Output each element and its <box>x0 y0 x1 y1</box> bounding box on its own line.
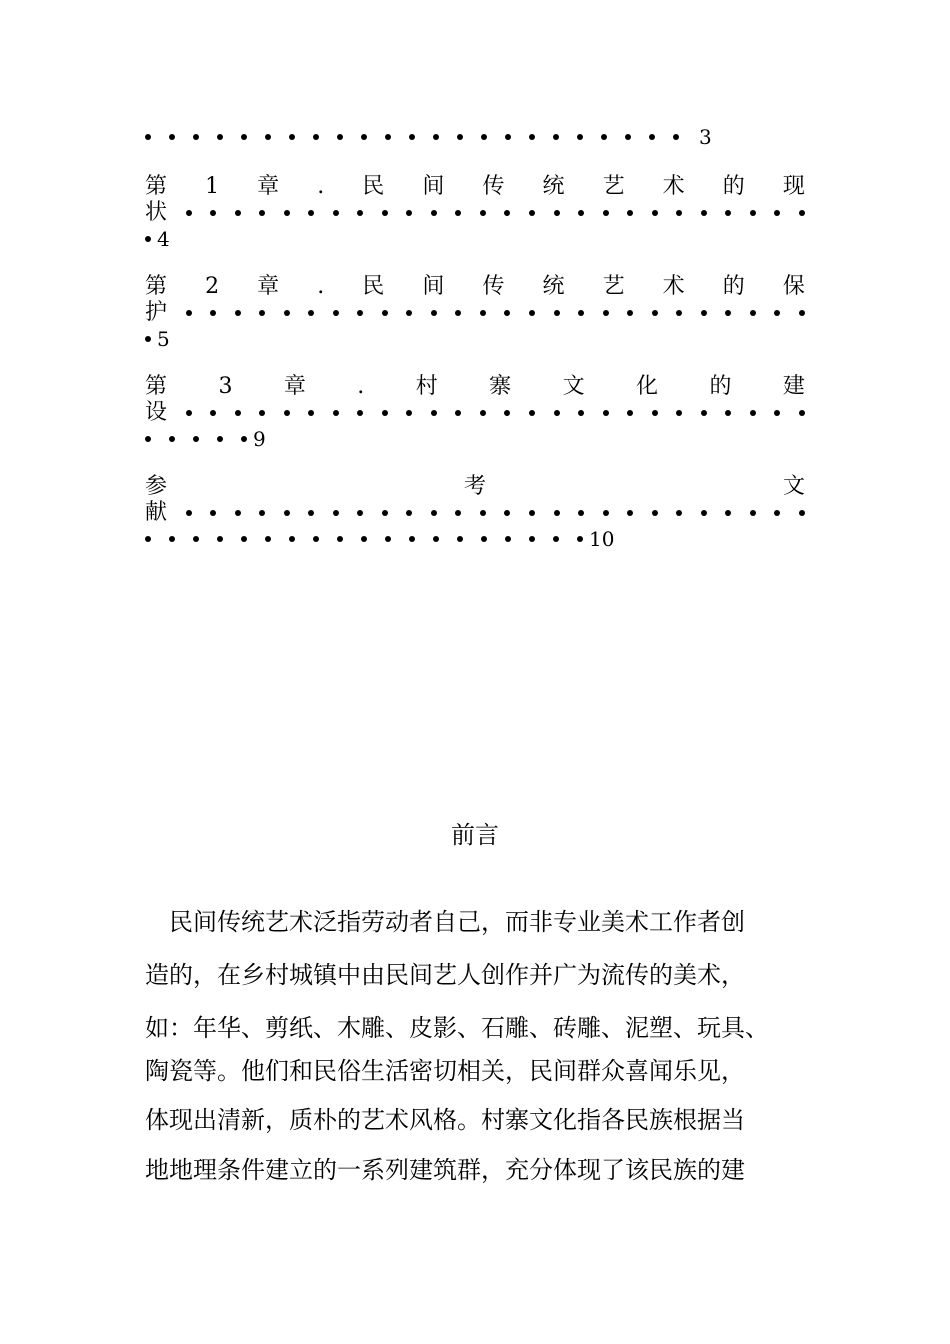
leader-dots <box>145 124 805 150</box>
leader-dot <box>433 134 439 140</box>
leader-dot <box>235 510 241 516</box>
leader-dot <box>431 410 437 416</box>
heading-char: 民 <box>362 174 385 199</box>
leader-dot <box>529 510 535 516</box>
leader-dot <box>241 134 247 140</box>
leader-dot <box>313 134 319 140</box>
leader-dot <box>505 536 511 542</box>
leader-dot <box>480 310 486 316</box>
leader-dot <box>774 410 780 416</box>
leader-dot <box>259 510 265 516</box>
leader-dot <box>186 210 192 216</box>
leader-dots <box>145 300 805 326</box>
leader-dot <box>235 210 241 216</box>
leader-dot <box>406 510 412 516</box>
leader-dot <box>284 310 290 316</box>
toc-entry-1-leader <box>145 200 805 226</box>
leader-dot <box>333 410 339 416</box>
toc-entry-2-heading <box>145 274 805 300</box>
toc-entry-2-page-line <box>145 326 805 352</box>
leader-dot <box>357 310 363 316</box>
heading-char: 术 <box>662 274 685 299</box>
heading-char: 状 <box>145 200 168 225</box>
leader-dot <box>433 536 439 542</box>
leader-dot <box>652 210 658 216</box>
leader-dot <box>455 310 461 316</box>
heading-char: 2 <box>205 274 220 299</box>
leader-dot <box>652 410 658 416</box>
heading-char: 艺 <box>602 274 625 299</box>
heading-char: 间 <box>422 174 445 199</box>
heading-char: 的 <box>709 374 732 399</box>
heading-char: 建 <box>782 374 805 399</box>
heading-char: 现 <box>782 174 805 199</box>
leader-dot <box>554 510 560 516</box>
leader-dot <box>235 410 241 416</box>
leader-dot <box>774 210 780 216</box>
page-number: 10 <box>589 527 615 551</box>
leader-dot <box>210 310 216 316</box>
leader-dot <box>750 210 756 216</box>
heading-char: . <box>317 274 325 299</box>
leader-dot <box>186 310 192 316</box>
leader-dot <box>284 410 290 416</box>
leader-dot <box>649 134 655 140</box>
leader-dots <box>145 400 805 426</box>
leader-dot <box>578 510 584 516</box>
leader-dot <box>504 510 510 516</box>
leader-dot <box>455 410 461 416</box>
heading-char: 第 <box>145 374 168 399</box>
leader-dot <box>186 510 192 516</box>
heading-char: 间 <box>422 274 445 299</box>
preface-line-2: 造的，在乡村城镇中由民间艺人创作并广为流传的美术， <box>145 961 745 989</box>
leader-dot <box>504 310 510 316</box>
leader-dot <box>284 510 290 516</box>
leader-dot <box>333 310 339 316</box>
leader-dot <box>504 210 510 216</box>
toc-entry-4-page-line <box>145 526 805 552</box>
leader-dot <box>529 410 535 416</box>
leader-dot <box>145 336 151 342</box>
leader-dot <box>210 510 216 516</box>
leader-dot <box>578 410 584 416</box>
heading-char: 3 <box>218 374 233 399</box>
heading-char: 章 <box>257 274 280 299</box>
leader-dot <box>578 310 584 316</box>
heading-char: 文 <box>562 374 585 399</box>
leader-dot <box>480 210 486 216</box>
heading-char: 术 <box>662 174 685 199</box>
leader-dot <box>529 210 535 216</box>
toc-entry-4-leader <box>145 500 805 526</box>
toc-entry-1-page-line <box>145 226 805 252</box>
toc-entry-3-heading <box>145 374 805 400</box>
leader-dot <box>701 410 707 416</box>
leader-dot <box>701 310 707 316</box>
leader-dot <box>750 510 756 516</box>
leader-dots <box>145 426 805 452</box>
leader-dot <box>554 310 560 316</box>
leader-dot <box>725 310 731 316</box>
leader-dot <box>481 134 487 140</box>
heading-char: 章 <box>283 374 306 399</box>
leader-dot <box>308 210 314 216</box>
heading-char: 1 <box>205 174 220 199</box>
heading-char: 寨 <box>489 374 512 399</box>
heading-char: 艺 <box>602 174 625 199</box>
leader-dot <box>193 134 199 140</box>
leader-dot <box>241 536 247 542</box>
leader-dot <box>308 410 314 416</box>
leader-dot <box>409 134 415 140</box>
leader-dot <box>455 210 461 216</box>
leader-dot <box>750 310 756 316</box>
leader-dot <box>308 510 314 516</box>
leader-dot <box>431 310 437 316</box>
heading-char: 统 <box>542 274 565 299</box>
leader-dot <box>357 210 363 216</box>
leader-dot <box>676 410 682 416</box>
leader-dot <box>457 134 463 140</box>
preface-line-4: 陶瓷等。他们和民俗生活密切相关，民间群众喜闻乐见， <box>145 1057 745 1085</box>
leader-dot <box>799 510 805 516</box>
heading-char: 村 <box>415 374 438 399</box>
leader-dot <box>774 510 780 516</box>
heading-char: . <box>317 174 325 199</box>
leader-dot <box>382 510 388 516</box>
leader-dot <box>337 536 343 542</box>
leader-dot <box>385 536 391 542</box>
leader-dots <box>145 526 805 552</box>
leader-dot <box>676 510 682 516</box>
toc-entry-3-leader <box>145 400 805 426</box>
leader-dot <box>357 410 363 416</box>
leader-dot <box>627 210 633 216</box>
leader-dot <box>145 236 151 242</box>
leader-dot <box>577 536 583 542</box>
leader-dot <box>193 436 199 442</box>
leader-dot <box>217 536 223 542</box>
heading-char: 民 <box>362 274 385 299</box>
leader-dot <box>603 210 609 216</box>
leader-dot <box>210 210 216 216</box>
heading-char: 考 <box>463 474 486 499</box>
heading-char: 统 <box>542 174 565 199</box>
leader-dot <box>505 134 511 140</box>
toc-entry-2-leader <box>145 300 805 326</box>
leader-dot <box>603 310 609 316</box>
leader-dot <box>673 134 679 140</box>
heading-char: 的 <box>722 174 745 199</box>
leader-dot <box>361 536 367 542</box>
leader-dot <box>676 210 682 216</box>
leader-dot <box>529 310 535 316</box>
leader-dot <box>481 536 487 542</box>
leader-dot <box>169 536 175 542</box>
leader-dot <box>382 410 388 416</box>
leader-dot <box>725 210 731 216</box>
heading-char: 章 <box>257 174 280 199</box>
leader-dot <box>725 510 731 516</box>
leader-dot <box>652 310 658 316</box>
leader-dot <box>553 134 559 140</box>
leader-dot <box>308 310 314 316</box>
leader-dot <box>603 410 609 416</box>
leader-dot <box>382 210 388 216</box>
leader-dot <box>701 510 707 516</box>
leader-dot <box>652 510 658 516</box>
leader-dot <box>554 210 560 216</box>
leader-dot <box>265 536 271 542</box>
leader-dot <box>259 310 265 316</box>
toc-tail-line <box>145 124 805 150</box>
heading-char: 的 <box>722 274 745 299</box>
leader-dot <box>406 310 412 316</box>
leader-dot <box>235 310 241 316</box>
heading-char: 设 <box>145 400 168 425</box>
heading-char: 保 <box>782 274 805 299</box>
heading-char: 献 <box>145 500 168 525</box>
leader-dot <box>313 536 319 542</box>
heading-char: 第 <box>145 174 168 199</box>
preface-title: 前言 <box>451 821 499 849</box>
leader-dot <box>361 134 367 140</box>
leader-dot <box>259 410 265 416</box>
leader-dot <box>259 210 265 216</box>
leader-dot <box>382 310 388 316</box>
preface-line-3: 如：年华、剪纸、木雕、皮影、石雕、砖雕、泥塑、玩具、 <box>145 1014 769 1042</box>
leader-dot <box>578 210 584 216</box>
preface-line-1: 民间传统艺术泛指劳动者自己，而非专业美术工作者创 <box>145 908 745 936</box>
heading-char: 传 <box>482 174 505 199</box>
heading-char: 护 <box>145 300 168 325</box>
leader-dot <box>480 410 486 416</box>
leader-dot <box>774 310 780 316</box>
leader-dot <box>601 134 607 140</box>
leader-dot <box>504 410 510 416</box>
page-number: 4 <box>157 227 170 251</box>
heading-char: 第 <box>145 274 168 299</box>
leader-dot <box>217 436 223 442</box>
leader-dot <box>145 134 151 140</box>
leader-dot <box>701 210 707 216</box>
toc-entry-4-heading <box>145 474 805 500</box>
preface-line-5: 体现出清新，质朴的艺术风格。村寨文化指各民族根据当 <box>145 1106 745 1134</box>
leader-dot <box>676 310 682 316</box>
leader-dot <box>554 410 560 416</box>
leader-dot <box>577 134 583 140</box>
leader-dot <box>241 436 247 442</box>
heading-char: . <box>357 374 365 399</box>
page-number: 5 <box>157 327 170 351</box>
leader-dot <box>627 310 633 316</box>
preface-line-6: 地地理条件建立的一系列建筑群，充分体现了该民族的建 <box>145 1156 745 1184</box>
leader-dot <box>725 410 731 416</box>
leader-dot <box>289 134 295 140</box>
heading-char: 参 <box>145 474 168 499</box>
leader-dot <box>169 134 175 140</box>
leader-dots <box>145 226 805 252</box>
leader-dot <box>145 536 151 542</box>
leader-dot <box>627 410 633 416</box>
leader-dot <box>333 510 339 516</box>
heading-char: 传 <box>482 274 505 299</box>
leader-dot <box>799 210 805 216</box>
toc-entry-1-heading <box>145 174 805 200</box>
leader-dot <box>284 210 290 216</box>
leader-dot <box>357 510 363 516</box>
leader-dot <box>529 536 535 542</box>
leader-dots <box>145 200 805 226</box>
leader-dot <box>627 510 633 516</box>
leader-dot <box>337 134 343 140</box>
leader-dot <box>406 410 412 416</box>
leader-dot <box>409 536 415 542</box>
leader-dot <box>169 436 175 442</box>
leader-dot <box>799 410 805 416</box>
leader-dots <box>145 500 805 526</box>
leader-dot <box>406 210 412 216</box>
leader-dot <box>480 510 486 516</box>
leader-dot <box>385 134 391 140</box>
leader-dot <box>553 536 559 542</box>
leader-dot <box>750 410 756 416</box>
leader-dot <box>210 410 216 416</box>
page-number: 9 <box>253 427 266 451</box>
heading-char: 文 <box>782 474 805 499</box>
leader-dot <box>289 536 295 542</box>
leader-dot <box>603 510 609 516</box>
leader-dot <box>529 134 535 140</box>
toc-entry-3-page-line <box>145 426 805 452</box>
leader-dot <box>431 210 437 216</box>
leader-dot <box>265 134 271 140</box>
leader-dots <box>145 326 805 352</box>
leader-dot <box>625 134 631 140</box>
leader-dot <box>799 310 805 316</box>
leader-dot <box>457 536 463 542</box>
leader-dot <box>455 510 461 516</box>
leader-dot <box>186 410 192 416</box>
leader-dot <box>217 134 223 140</box>
leader-dot <box>145 436 151 442</box>
leader-dot <box>431 510 437 516</box>
leader-dot <box>333 210 339 216</box>
leader-dot <box>193 536 199 542</box>
heading-char: 化 <box>636 374 659 399</box>
page-number: 3 <box>699 125 712 149</box>
